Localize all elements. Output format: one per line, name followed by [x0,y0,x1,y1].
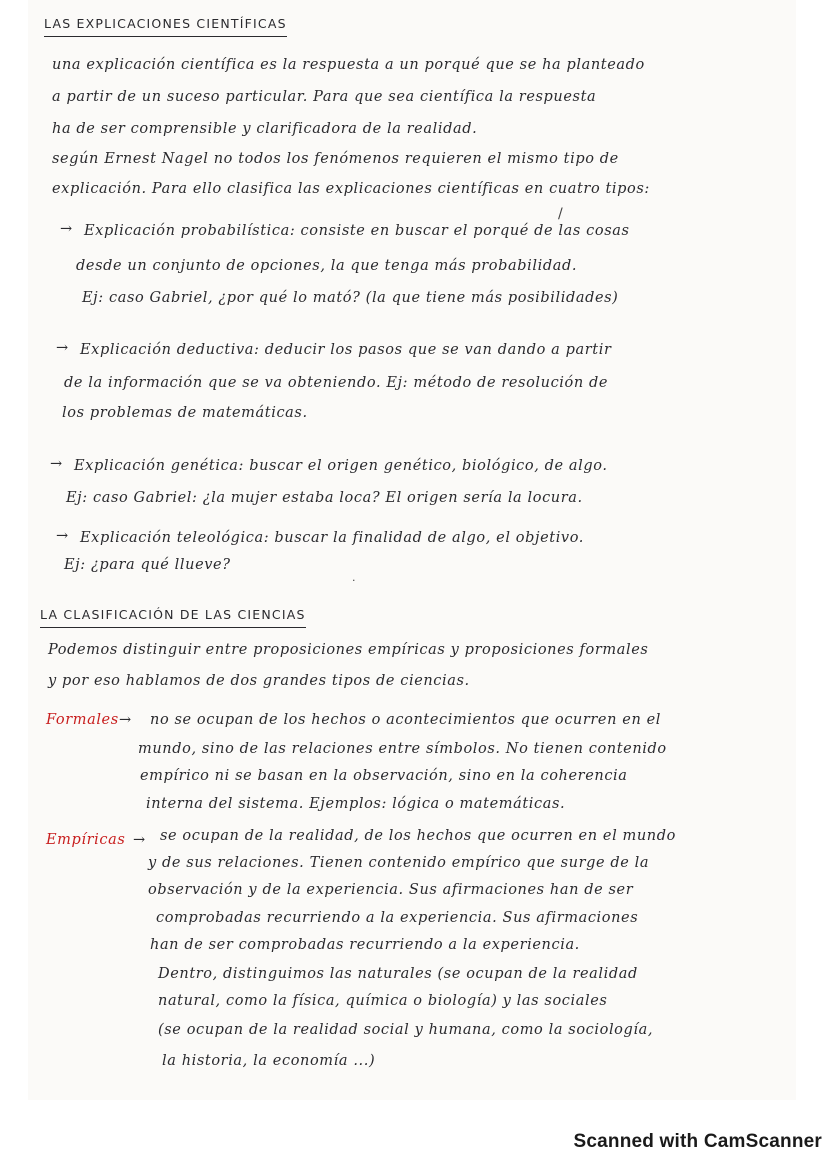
formales-line: interna del sistema. Ejemplos: lógica o matemáticas. [146,796,566,812]
empiricas-line: comprobadas recurriendo a la experiencia. Sus afirmaciones [156,910,639,926]
arrow-icon: → [60,221,73,237]
list-item-line: Explicación genética: buscar el origen genético, biológico, de algo. [74,458,608,474]
empiricas-line: observación y de la experiencia. Sus afirmaciones han de ser [148,882,634,898]
paragraph-line: según Ernest Nagel no todos los fenómenos requieren el mismo tipo de [52,151,619,167]
empiricas-line: (se ocupan de la realidad social y humana, como la sociología, [158,1022,654,1038]
list-item-line: Ej: caso Gabriel: ¿la mujer estaba loca? El origen sería la locura. [66,490,583,506]
stray-mark: · [352,574,356,587]
arrow-icon: → [56,528,69,544]
list-item-line: Ej: ¿para qué llueve? [64,557,231,573]
scanner-watermark: Scanned with CamScanner [573,1131,822,1152]
formales-line: mundo, sino de las relaciones entre símbolos. No tienen contenido [138,741,667,757]
arrow-icon: → [56,340,69,356]
paragraph-line: y por eso hablamos de dos grandes tipos de ciencias. [48,673,470,689]
empiricas-line: se ocupan de la realidad, de los hechos que ocurren en el mundo [160,828,676,844]
empiricas-line: natural, como la física, química o biología) y las sociales [158,993,608,1009]
list-item-line: de la información que se va obteniendo. Ej: método de resolución de [64,375,609,391]
stray-mark: / [558,206,563,222]
list-item-line: Explicación teleológica: buscar la finalidad de algo, el objetivo. [80,530,585,546]
arrow-icon: → [50,456,63,472]
empiricas-line: la historia, la economía ...) [162,1053,376,1069]
empiricas-line: han de ser comprobadas recurriendo a la experiencia. [150,937,580,953]
paragraph-line: ha de ser comprensible y clarificadora de la realidad. [52,121,478,137]
list-item-line: Explicación probabilística: consiste en buscar el porqué de las cosas [84,223,630,239]
list-item-line: Ej: caso Gabriel, ¿por qué lo mató? (la que tiene más posibilidades) [82,290,619,306]
formales-line: no se ocupan de los hechos o acontecimientos que ocurren en el [150,712,662,728]
paragraph-line: una explicación científica es la respuesta a un porqué que se ha planteado [52,57,645,73]
list-item-line: los problemas de matemáticas. [62,405,308,421]
empiricas-line: y de sus relaciones. Tienen contenido empírico que surge de la [148,855,650,871]
label-empiricas: Empíricas [46,832,126,848]
label-formales: Formales [46,712,119,728]
section-title-explicaciones: LAS EXPLICACIONES CIENTÍFICAS [44,18,287,37]
list-item-line: Explicación deductiva: deducir los pasos que se van dando a partir [80,342,612,358]
paragraph-line: explicación. Para ello clasifica las explicaciones científicas en cuatro tipos: [52,181,650,197]
arrow-icon: → [119,712,132,728]
formales-line: empírico ni se basan en la observación, sino en la coherencia [140,768,628,784]
list-item-line: desde un conjunto de opciones, la que tenga más probabilidad. [76,258,578,274]
empiricas-line: Dentro, distinguimos las naturales (se ocupan de la realidad [158,966,638,982]
paragraph-line: a partir de un suceso particular. Para que sea científica la respuesta [52,89,597,105]
arrow-icon: → [133,832,146,848]
paragraph-line: Podemos distinguir entre proposiciones empíricas y proposiciones formales [48,642,649,658]
section-title-clasificacion: LA CLASIFICACIÓN DE LAS CIENCIAS [40,609,306,628]
